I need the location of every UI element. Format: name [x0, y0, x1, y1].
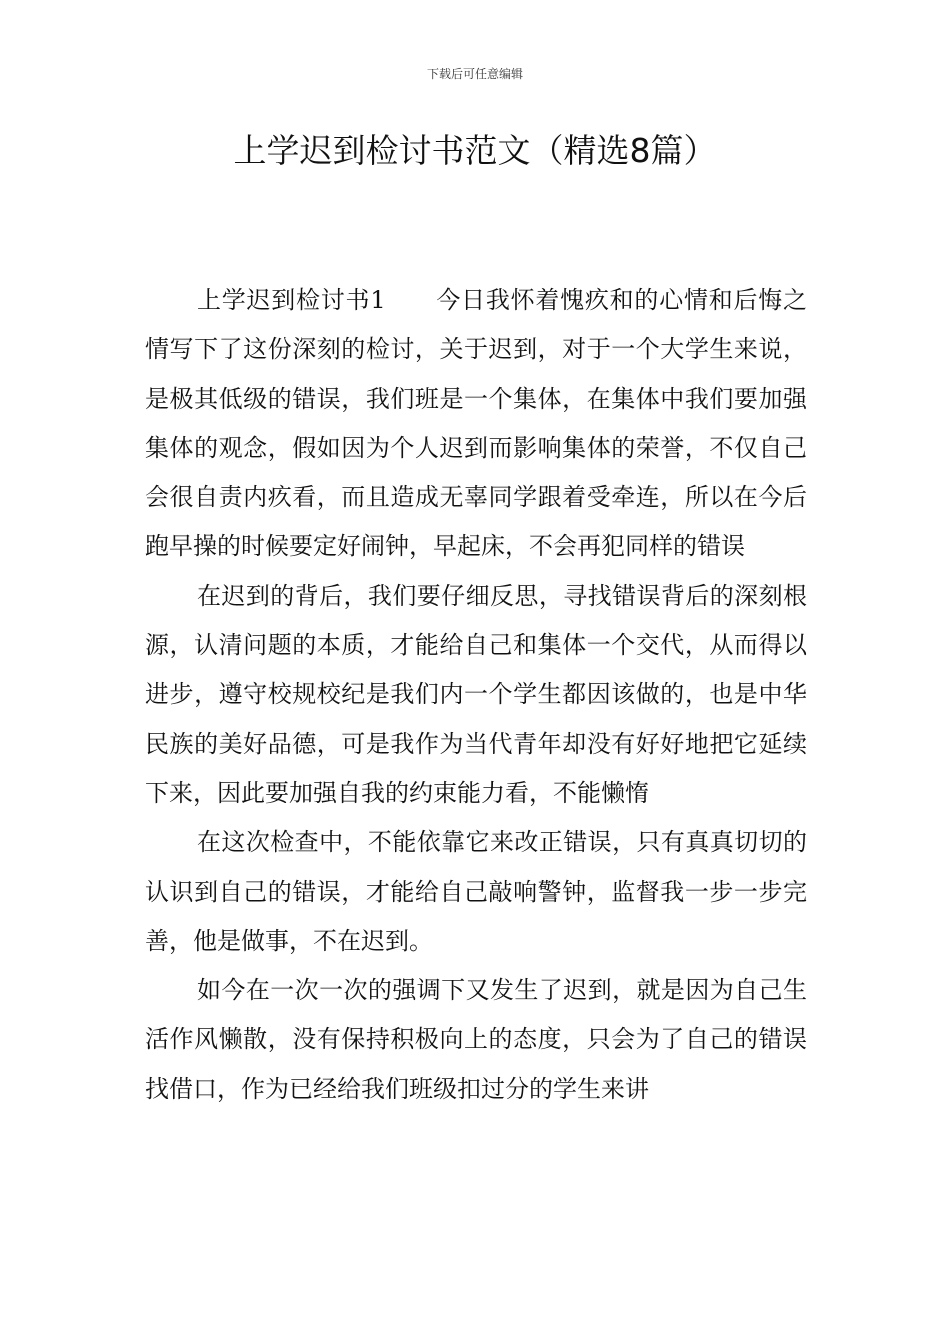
paragraph-1	[145, 276, 807, 572]
paragraph-text: 今日我怀着愧疚和的心情和后悔之情写下了这份深刻的检讨，关于迟到，对于一个大学生来说，是极其低级的错误，我们班是一个集体，在集体中我们要加强集体的观念，假如因为个人迟到而影响集体的荣誉，不仅自己会很自责内疚看，而且造成无辜同学跟着受牵连，所以在今后跑早操的时候要定好闹钟，早起床，不会再犯同样的错误	[145, 286, 807, 561]
paragraph-2: 在迟到的背后，我们要仔细反思，寻找错误背后的深刻根源，认清问题的本质，才能给自己和集体一个交代，从而得以进步，遵守校规校纪是我们内一个学生都因该做的，也是中华民族的美好品德，可是我作为当代青年却没有好好地把它延续下来，因此要加强自我的约束能力看，不能懒惰	[145, 581, 807, 807]
document-body	[145, 276, 807, 1114]
document-title: 上学迟到检讨书范文（精选8篇）	[233, 131, 717, 170]
header-note: 下载后可任意编辑	[426, 67, 523, 81]
section-heading: 上学迟到检讨书1	[197, 286, 386, 314]
paragraph-4: 如今在一次一次的强调下又发生了迟到，就是因为自己生活作风懒散，没有保持积极向上的态度，只会为了自己的错误找借口，作为已经给我们班级扣过分的学生来讲	[145, 976, 807, 1103]
paragraph-3: 在这次检查中，不能依靠它来改正错误，只有真真切切的认识到自己的错误，才能给自己敲响警钟，监督我一步一步完善，他是做事，不在迟到。	[145, 828, 807, 955]
